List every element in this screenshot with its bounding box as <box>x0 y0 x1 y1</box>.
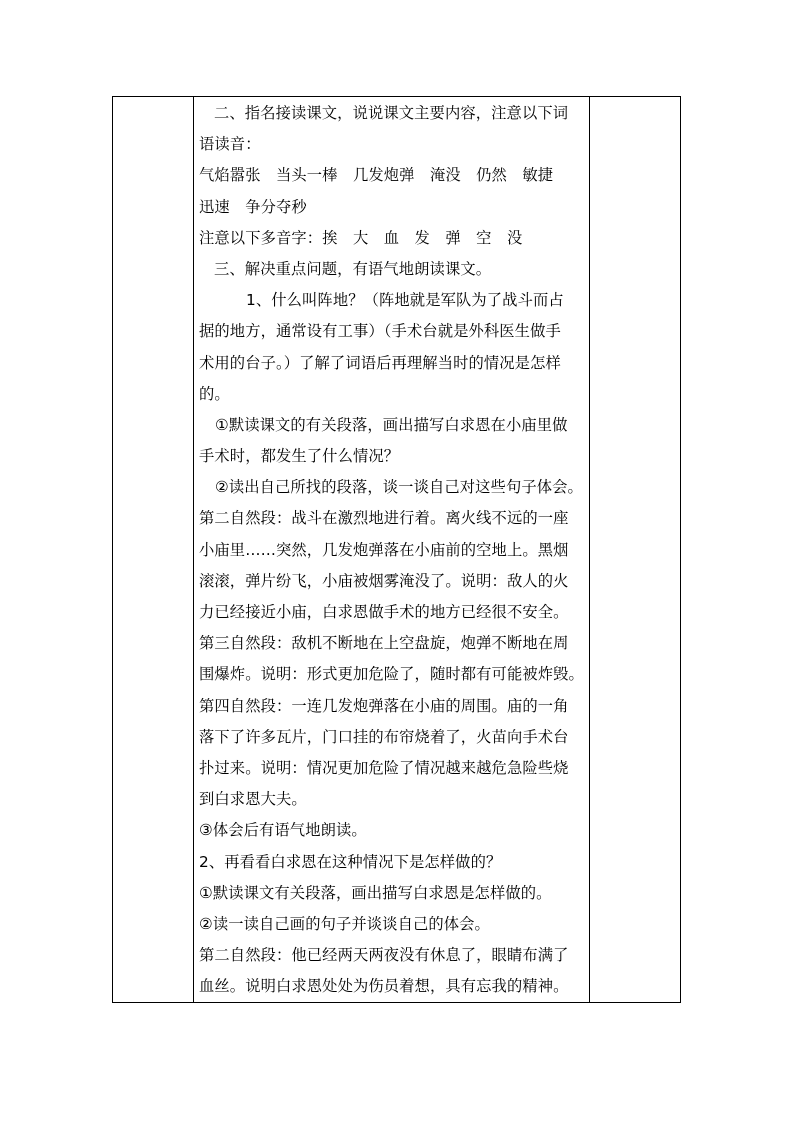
text-line: 第二自然段：他已经两天两夜没有休息了，眼睛布满了 <box>199 946 569 965</box>
text-line: 第三自然段：敌机不断地在上空盘旋，炮弹不断地在周 <box>199 634 569 653</box>
left-column-cell <box>113 97 194 1003</box>
text-line: 三、解决重点问题，有语气地朗读课文。 <box>214 259 492 278</box>
table-row <box>113 97 681 1003</box>
main-content-cell <box>194 97 590 1003</box>
text-line: ②读一读自己画的句子并谈谈自己的体会。 <box>199 914 490 933</box>
text-line: 扑过来。说明：情况更加危险了情况越来越危急险些烧 <box>199 758 569 777</box>
text-line: 到白求恩大夫。 <box>199 790 307 809</box>
text-line: 气焰嚣张 当头一棒 几发炮弹 淹没 仍然 敏捷 <box>199 166 554 185</box>
text-line: 1、什么叫阵地？（阵地就是军队为了战斗而占 <box>246 291 564 310</box>
text-line: ③体会后有语气地朗读。 <box>199 821 367 840</box>
text-line: ①默读课文有关段落，画出描写白求恩是怎样做的。 <box>199 883 552 902</box>
text-line: 语读音： <box>199 135 261 154</box>
text-line: 注意以下多音字：挨 大 血 发 弹 空 没 <box>199 228 523 247</box>
text-line: ②读出自己所找的段落，谈一谈自己对这些句子体会。 <box>215 478 583 497</box>
text-line: 滚滚，弹片纷飞，小庙被烟雾淹没了。说明：敌人的火 <box>199 571 569 590</box>
text-line: 术用的台子。）了解了词语后再理解当时的情况是怎样 <box>199 353 561 372</box>
text-line: 迅速 争分夺秒 <box>199 197 307 216</box>
text-line: 第四自然段：一连几发炮弹落在小庙的周围。庙的一角 <box>199 696 569 715</box>
text-line: 围爆炸。说明：形式更加危险了，随时都有可能被炸毁。 <box>199 665 584 684</box>
text-line: 二、指名接读课文，说说课文主要内容，注意以下词 <box>214 104 569 122</box>
text-line: 的。 <box>199 384 230 403</box>
lesson-content <box>199 97 585 1002</box>
text-line: 手术时，都发生了什么情况？ <box>199 447 400 466</box>
text-line: 血丝。说明白求恩处处为伤员着想，具有忘我的精神。 <box>199 977 569 996</box>
text-line: 小庙里……突然，几发炮弹落在小庙前的空地上。黑烟 <box>199 540 569 559</box>
right-column-cell <box>590 97 681 1003</box>
lesson-plan-table <box>112 96 681 1003</box>
text-line: 落下了许多瓦片，门口挂的布帘烧着了，火苗向手术台 <box>199 727 569 746</box>
text-line: 据的地方，通常设有工事）（手术台就是外科医生做手 <box>199 322 561 341</box>
text-line: ①默读课文的有关段落，画出描写白求恩在小庙里做 <box>215 415 568 434</box>
text-line: 2、再看看白求恩在这种情况下是怎样做的？ <box>199 852 502 871</box>
text-line: 力已经接近小庙，白求恩做手术的地方已经很不安全。 <box>199 603 569 621</box>
text-line: 第二自然段：战斗在激烈地进行着。离火线不远的一座 <box>199 509 569 528</box>
